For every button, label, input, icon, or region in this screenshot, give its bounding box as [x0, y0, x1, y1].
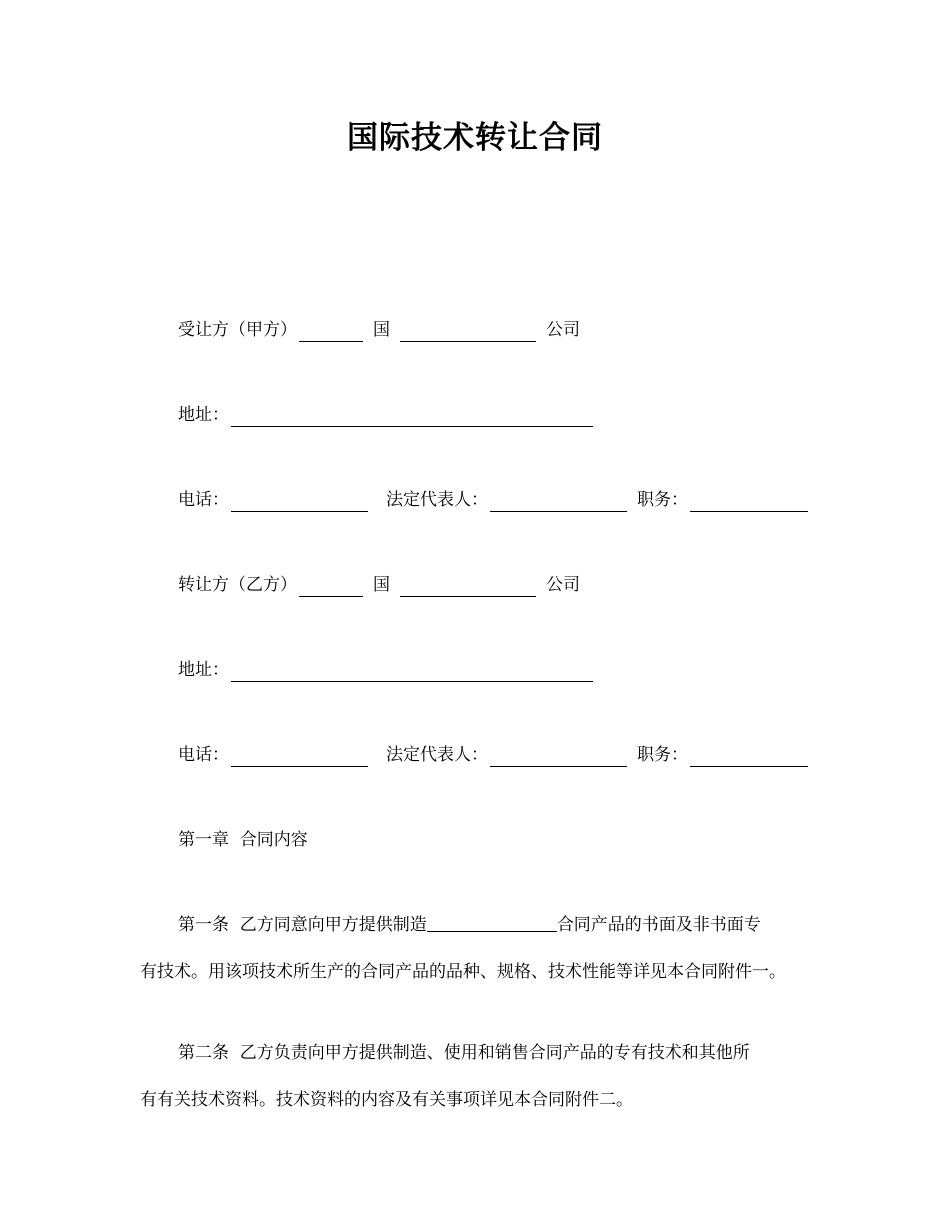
- party-a-position-blank[interactable]: [690, 493, 808, 512]
- party-a-address-blank[interactable]: [231, 408, 593, 427]
- party-b-address-label: 地址：: [178, 660, 229, 680]
- article-1-product-blank[interactable]: [427, 913, 557, 932]
- article-1-line-1: [140, 913, 830, 937]
- party-b-company-blank[interactable]: [400, 578, 536, 597]
- party-b-contact-line: [178, 743, 810, 767]
- party-a-company-blank[interactable]: [400, 323, 536, 342]
- party-b-address-line: [178, 658, 595, 682]
- article-2-line-2: [140, 1088, 830, 1112]
- party-b-company-suffix: 公司: [546, 575, 580, 595]
- party-b-label: 转让方（乙方）: [178, 575, 297, 595]
- party-b-country-suffix: 国: [373, 575, 390, 595]
- party-b-phone-label: 电话：: [178, 745, 229, 765]
- party-b-position-label: 职务：: [637, 745, 688, 765]
- party-a-address-line: [178, 403, 595, 427]
- article-2-line-1: [140, 1041, 830, 1065]
- article-1-suffix: 合同产品的书面及非书面专: [556, 915, 761, 935]
- party-a-address-label: 地址：: [178, 405, 229, 425]
- article-1-line-2: [140, 960, 830, 984]
- document-title: 国际技术转让合同: [347, 120, 603, 156]
- party-a-company-suffix: 公司: [546, 320, 580, 340]
- party-a-name-line: [178, 318, 580, 342]
- article-2-line-2-text: 有有关技术资料。技术资料的内容及有关事项详见本合同附件二。: [140, 1090, 633, 1110]
- party-a-contact-line: [178, 488, 810, 512]
- party-a-rep-label: 法定代表人：: [386, 490, 488, 510]
- party-b-rep-blank[interactable]: [490, 748, 627, 767]
- party-a-phone-blank[interactable]: [231, 493, 368, 512]
- party-b-phone-blank[interactable]: [231, 748, 368, 767]
- party-b-address-blank[interactable]: [231, 663, 593, 682]
- article-1: [140, 913, 830, 984]
- party-a-label: 受让方（甲方）: [178, 320, 297, 340]
- party-a-rep-blank[interactable]: [490, 493, 627, 512]
- article-1-line-2-text: 有技术。用该项技术所生产的合同产品的品种、规格、技术性能等详见本合同附件一。: [140, 962, 786, 982]
- party-a-country-suffix: 国: [373, 320, 390, 340]
- party-b-name-line: [178, 573, 580, 597]
- article-2: [140, 1041, 830, 1112]
- article-1-prefix: 第一条 乙方同意向甲方提供制造: [178, 915, 427, 935]
- chapter-1-heading-text: 第一章 合同内容: [178, 830, 308, 850]
- party-b-rep-label: 法定代表人：: [386, 745, 488, 765]
- party-a-country-blank[interactable]: [299, 323, 363, 342]
- chapter-1-heading: [178, 828, 308, 852]
- party-a-position-label: 职务：: [637, 490, 688, 510]
- article-2-line-1-text: 第二条 乙方负责向甲方提供制造、使用和销售合同产品的专有技术和其他所: [178, 1043, 750, 1063]
- party-b-country-blank[interactable]: [299, 578, 363, 597]
- party-b-position-blank[interactable]: [690, 748, 808, 767]
- party-a-phone-label: 电话：: [178, 490, 229, 510]
